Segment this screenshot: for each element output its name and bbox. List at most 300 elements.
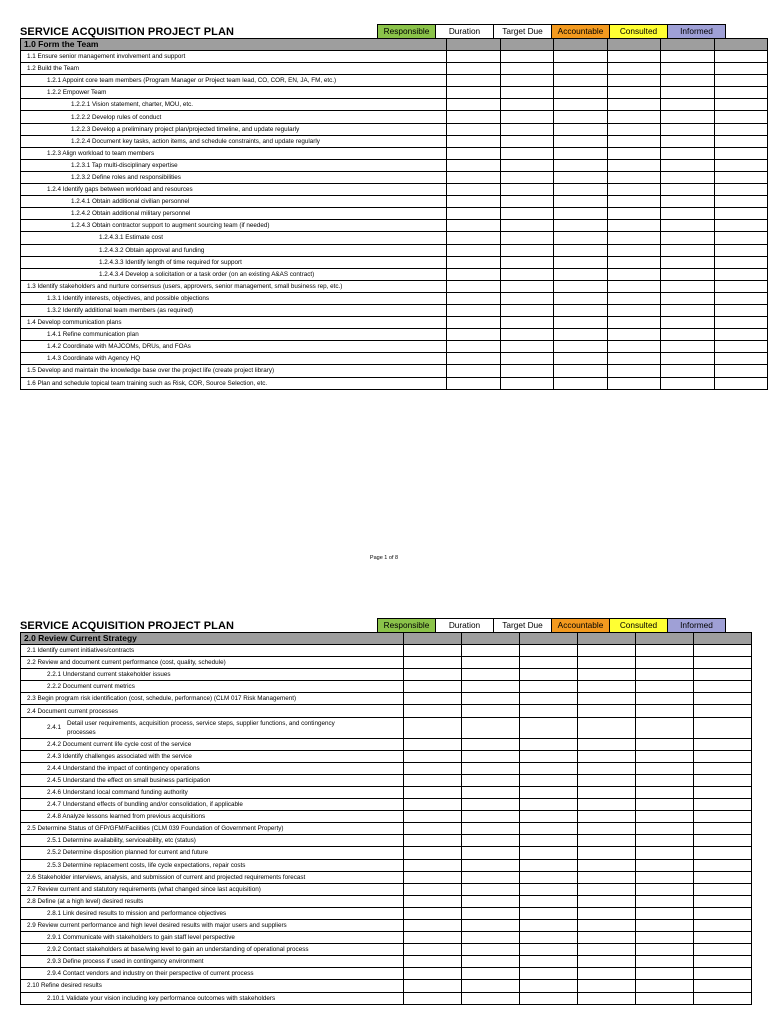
informed-cell[interactable]: [714, 280, 768, 292]
target-due-cell[interactable]: [520, 919, 578, 931]
responsible-cell[interactable]: [447, 220, 500, 232]
responsible-cell[interactable]: [404, 681, 462, 693]
duration-cell[interactable]: [462, 944, 520, 956]
consulted-cell[interactable]: [636, 705, 694, 717]
target-due-cell[interactable]: [520, 645, 578, 657]
informed-cell[interactable]: [694, 799, 752, 811]
duration-cell[interactable]: [500, 196, 553, 208]
consulted-cell[interactable]: [661, 196, 714, 208]
informed-cell[interactable]: [694, 847, 752, 859]
responsible-cell[interactable]: [404, 932, 462, 944]
informed-cell[interactable]: [694, 693, 752, 705]
responsible-cell[interactable]: [404, 750, 462, 762]
duration-cell[interactable]: [500, 99, 553, 111]
target-due-cell[interactable]: [520, 895, 578, 907]
accountable-cell[interactable]: [607, 377, 660, 389]
target-due-cell[interactable]: [520, 980, 578, 992]
target-due-cell[interactable]: [554, 196, 607, 208]
duration-cell[interactable]: [500, 365, 553, 377]
consulted-cell[interactable]: [636, 847, 694, 859]
duration-cell[interactable]: [462, 919, 520, 931]
duration-cell[interactable]: [462, 750, 520, 762]
consulted-cell[interactable]: [661, 75, 714, 87]
responsible-cell[interactable]: [404, 895, 462, 907]
responsible-cell[interactable]: [404, 774, 462, 786]
consulted-cell[interactable]: [661, 329, 714, 341]
accountable-cell[interactable]: [607, 365, 660, 377]
accountable-cell[interactable]: [607, 171, 660, 183]
target-due-cell[interactable]: [520, 738, 578, 750]
responsible-cell[interactable]: [404, 968, 462, 980]
accountable-cell[interactable]: [578, 669, 636, 681]
duration-cell[interactable]: [500, 317, 553, 329]
informed-cell[interactable]: [694, 717, 752, 738]
target-due-cell[interactable]: [554, 280, 607, 292]
accountable-cell[interactable]: [607, 232, 660, 244]
duration-cell[interactable]: [500, 256, 553, 268]
duration-cell[interactable]: [462, 992, 520, 1004]
informed-cell[interactable]: [714, 63, 768, 75]
duration-cell[interactable]: [500, 159, 553, 171]
informed-cell[interactable]: [694, 681, 752, 693]
target-due-cell[interactable]: [520, 717, 578, 738]
target-due-cell[interactable]: [554, 353, 607, 365]
responsible-cell[interactable]: [447, 329, 500, 341]
duration-cell[interactable]: [462, 871, 520, 883]
accountable-cell[interactable]: [578, 956, 636, 968]
informed-cell[interactable]: [714, 353, 768, 365]
target-due-cell[interactable]: [520, 669, 578, 681]
consulted-cell[interactable]: [636, 944, 694, 956]
consulted-cell[interactable]: [661, 111, 714, 123]
responsible-cell[interactable]: [404, 786, 462, 798]
responsible-cell[interactable]: [404, 693, 462, 705]
duration-cell[interactable]: [462, 847, 520, 859]
responsible-cell[interactable]: [447, 111, 500, 123]
responsible-cell[interactable]: [447, 304, 500, 316]
consulted-cell[interactable]: [636, 895, 694, 907]
consulted-cell[interactable]: [636, 992, 694, 1004]
informed-cell[interactable]: [694, 907, 752, 919]
target-due-cell[interactable]: [520, 799, 578, 811]
responsible-cell[interactable]: [404, 823, 462, 835]
consulted-cell[interactable]: [636, 883, 694, 895]
responsible-cell[interactable]: [404, 907, 462, 919]
duration-cell[interactable]: [462, 657, 520, 669]
accountable-cell[interactable]: [578, 968, 636, 980]
informed-cell[interactable]: [694, 992, 752, 1004]
duration-cell[interactable]: [500, 280, 553, 292]
informed-cell[interactable]: [694, 919, 752, 931]
accountable-cell[interactable]: [578, 750, 636, 762]
informed-cell[interactable]: [714, 244, 768, 256]
informed-cell[interactable]: [714, 99, 768, 111]
informed-cell[interactable]: [694, 669, 752, 681]
consulted-cell[interactable]: [636, 669, 694, 681]
duration-cell[interactable]: [462, 823, 520, 835]
responsible-cell[interactable]: [447, 365, 500, 377]
target-due-cell[interactable]: [520, 956, 578, 968]
duration-cell[interactable]: [462, 669, 520, 681]
consulted-cell[interactable]: [661, 256, 714, 268]
responsible-cell[interactable]: [447, 51, 500, 63]
target-due-cell[interactable]: [520, 907, 578, 919]
accountable-cell[interactable]: [578, 883, 636, 895]
target-due-cell[interactable]: [554, 171, 607, 183]
consulted-cell[interactable]: [661, 232, 714, 244]
target-due-cell[interactable]: [554, 244, 607, 256]
duration-cell[interactable]: [500, 147, 553, 159]
duration-cell[interactable]: [500, 111, 553, 123]
responsible-cell[interactable]: [447, 63, 500, 75]
accountable-cell[interactable]: [578, 907, 636, 919]
consulted-cell[interactable]: [636, 859, 694, 871]
responsible-cell[interactable]: [447, 159, 500, 171]
accountable-cell[interactable]: [578, 835, 636, 847]
accountable-cell[interactable]: [578, 717, 636, 738]
duration-cell[interactable]: [500, 292, 553, 304]
informed-cell[interactable]: [694, 883, 752, 895]
responsible-cell[interactable]: [404, 859, 462, 871]
responsible-cell[interactable]: [404, 799, 462, 811]
responsible-cell[interactable]: [404, 992, 462, 1004]
duration-cell[interactable]: [500, 87, 553, 99]
consulted-cell[interactable]: [661, 292, 714, 304]
target-due-cell[interactable]: [520, 847, 578, 859]
target-due-cell[interactable]: [554, 135, 607, 147]
consulted-cell[interactable]: [661, 280, 714, 292]
consulted-cell[interactable]: [636, 774, 694, 786]
target-due-cell[interactable]: [520, 883, 578, 895]
consulted-cell[interactable]: [661, 365, 714, 377]
duration-cell[interactable]: [462, 968, 520, 980]
target-due-cell[interactable]: [554, 220, 607, 232]
consulted-cell[interactable]: [636, 932, 694, 944]
informed-cell[interactable]: [694, 859, 752, 871]
consulted-cell[interactable]: [661, 220, 714, 232]
target-due-cell[interactable]: [554, 63, 607, 75]
informed-cell[interactable]: [694, 956, 752, 968]
duration-cell[interactable]: [500, 244, 553, 256]
informed-cell[interactable]: [714, 171, 768, 183]
responsible-cell[interactable]: [404, 883, 462, 895]
consulted-cell[interactable]: [636, 835, 694, 847]
duration-cell[interactable]: [500, 353, 553, 365]
responsible-cell[interactable]: [447, 99, 500, 111]
accountable-cell[interactable]: [578, 705, 636, 717]
informed-cell[interactable]: [714, 87, 768, 99]
target-due-cell[interactable]: [554, 256, 607, 268]
responsible-cell[interactable]: [404, 980, 462, 992]
accountable-cell[interactable]: [607, 87, 660, 99]
consulted-cell[interactable]: [661, 171, 714, 183]
informed-cell[interactable]: [694, 750, 752, 762]
accountable-cell[interactable]: [578, 859, 636, 871]
accountable-cell[interactable]: [578, 799, 636, 811]
responsible-cell[interactable]: [447, 123, 500, 135]
accountable-cell[interactable]: [607, 304, 660, 316]
target-due-cell[interactable]: [520, 835, 578, 847]
duration-cell[interactable]: [462, 681, 520, 693]
target-due-cell[interactable]: [554, 159, 607, 171]
consulted-cell[interactable]: [636, 681, 694, 693]
consulted-cell[interactable]: [636, 956, 694, 968]
informed-cell[interactable]: [694, 786, 752, 798]
duration-cell[interactable]: [462, 883, 520, 895]
consulted-cell[interactable]: [661, 51, 714, 63]
informed-cell[interactable]: [714, 147, 768, 159]
accountable-cell[interactable]: [607, 51, 660, 63]
responsible-cell[interactable]: [404, 657, 462, 669]
accountable-cell[interactable]: [607, 220, 660, 232]
accountable-cell[interactable]: [578, 645, 636, 657]
responsible-cell[interactable]: [404, 738, 462, 750]
responsible-cell[interactable]: [447, 87, 500, 99]
target-due-cell[interactable]: [520, 968, 578, 980]
target-due-cell[interactable]: [554, 304, 607, 316]
responsible-cell[interactable]: [404, 847, 462, 859]
target-due-cell[interactable]: [554, 317, 607, 329]
accountable-cell[interactable]: [578, 774, 636, 786]
responsible-cell[interactable]: [404, 835, 462, 847]
informed-cell[interactable]: [694, 944, 752, 956]
informed-cell[interactable]: [694, 980, 752, 992]
responsible-cell[interactable]: [447, 135, 500, 147]
informed-cell[interactable]: [714, 256, 768, 268]
target-due-cell[interactable]: [554, 87, 607, 99]
target-due-cell[interactable]: [520, 693, 578, 705]
target-due-cell[interactable]: [554, 123, 607, 135]
accountable-cell[interactable]: [607, 329, 660, 341]
accountable-cell[interactable]: [607, 63, 660, 75]
target-due-cell[interactable]: [520, 823, 578, 835]
accountable-cell[interactable]: [607, 159, 660, 171]
accountable-cell[interactable]: [607, 75, 660, 87]
accountable-cell[interactable]: [607, 317, 660, 329]
target-due-cell[interactable]: [554, 292, 607, 304]
target-due-cell[interactable]: [520, 786, 578, 798]
consulted-cell[interactable]: [636, 657, 694, 669]
duration-cell[interactable]: [500, 220, 553, 232]
target-due-cell[interactable]: [520, 932, 578, 944]
consulted-cell[interactable]: [636, 823, 694, 835]
responsible-cell[interactable]: [447, 317, 500, 329]
duration-cell[interactable]: [462, 645, 520, 657]
duration-cell[interactable]: [462, 738, 520, 750]
accountable-cell[interactable]: [607, 184, 660, 196]
consulted-cell[interactable]: [661, 147, 714, 159]
responsible-cell[interactable]: [447, 377, 500, 389]
informed-cell[interactable]: [694, 705, 752, 717]
duration-cell[interactable]: [462, 705, 520, 717]
responsible-cell[interactable]: [447, 184, 500, 196]
consulted-cell[interactable]: [661, 377, 714, 389]
accountable-cell[interactable]: [578, 919, 636, 931]
duration-cell[interactable]: [500, 135, 553, 147]
responsible-cell[interactable]: [404, 811, 462, 823]
duration-cell[interactable]: [500, 329, 553, 341]
consulted-cell[interactable]: [661, 268, 714, 280]
consulted-cell[interactable]: [636, 919, 694, 931]
duration-cell[interactable]: [462, 859, 520, 871]
target-due-cell[interactable]: [554, 365, 607, 377]
responsible-cell[interactable]: [404, 705, 462, 717]
responsible-cell[interactable]: [404, 762, 462, 774]
informed-cell[interactable]: [694, 738, 752, 750]
accountable-cell[interactable]: [578, 992, 636, 1004]
informed-cell[interactable]: [714, 196, 768, 208]
accountable-cell[interactable]: [578, 657, 636, 669]
accountable-cell[interactable]: [607, 280, 660, 292]
responsible-cell[interactable]: [404, 669, 462, 681]
consulted-cell[interactable]: [636, 750, 694, 762]
responsible-cell[interactable]: [404, 645, 462, 657]
accountable-cell[interactable]: [607, 256, 660, 268]
responsible-cell[interactable]: [447, 341, 500, 353]
target-due-cell[interactable]: [554, 147, 607, 159]
informed-cell[interactable]: [714, 341, 768, 353]
consulted-cell[interactable]: [661, 184, 714, 196]
duration-cell[interactable]: [462, 762, 520, 774]
duration-cell[interactable]: [462, 895, 520, 907]
target-due-cell[interactable]: [520, 992, 578, 1004]
target-due-cell[interactable]: [554, 268, 607, 280]
target-due-cell[interactable]: [520, 774, 578, 786]
responsible-cell[interactable]: [447, 196, 500, 208]
consulted-cell[interactable]: [636, 811, 694, 823]
duration-cell[interactable]: [500, 304, 553, 316]
accountable-cell[interactable]: [607, 123, 660, 135]
consulted-cell[interactable]: [636, 786, 694, 798]
accountable-cell[interactable]: [607, 99, 660, 111]
consulted-cell[interactable]: [661, 244, 714, 256]
duration-cell[interactable]: [462, 693, 520, 705]
target-due-cell[interactable]: [554, 341, 607, 353]
duration-cell[interactable]: [462, 717, 520, 738]
consulted-cell[interactable]: [661, 123, 714, 135]
duration-cell[interactable]: [500, 171, 553, 183]
informed-cell[interactable]: [694, 835, 752, 847]
accountable-cell[interactable]: [607, 196, 660, 208]
consulted-cell[interactable]: [636, 799, 694, 811]
responsible-cell[interactable]: [447, 292, 500, 304]
target-due-cell[interactable]: [520, 762, 578, 774]
responsible-cell[interactable]: [404, 956, 462, 968]
responsible-cell[interactable]: [404, 919, 462, 931]
informed-cell[interactable]: [714, 317, 768, 329]
informed-cell[interactable]: [714, 51, 768, 63]
accountable-cell[interactable]: [607, 268, 660, 280]
responsible-cell[interactable]: [447, 171, 500, 183]
duration-cell[interactable]: [500, 341, 553, 353]
informed-cell[interactable]: [694, 895, 752, 907]
consulted-cell[interactable]: [661, 63, 714, 75]
responsible-cell[interactable]: [447, 232, 500, 244]
accountable-cell[interactable]: [607, 135, 660, 147]
target-due-cell[interactable]: [520, 750, 578, 762]
informed-cell[interactable]: [694, 823, 752, 835]
responsible-cell[interactable]: [447, 353, 500, 365]
target-due-cell[interactable]: [554, 111, 607, 123]
consulted-cell[interactable]: [636, 645, 694, 657]
consulted-cell[interactable]: [661, 304, 714, 316]
consulted-cell[interactable]: [661, 159, 714, 171]
responsible-cell[interactable]: [447, 208, 500, 220]
informed-cell[interactable]: [694, 968, 752, 980]
duration-cell[interactable]: [500, 232, 553, 244]
accountable-cell[interactable]: [578, 738, 636, 750]
consulted-cell[interactable]: [661, 87, 714, 99]
accountable-cell[interactable]: [578, 847, 636, 859]
accountable-cell[interactable]: [578, 932, 636, 944]
duration-cell[interactable]: [462, 907, 520, 919]
informed-cell[interactable]: [714, 232, 768, 244]
accountable-cell[interactable]: [607, 208, 660, 220]
consulted-cell[interactable]: [636, 762, 694, 774]
accountable-cell[interactable]: [578, 681, 636, 693]
consulted-cell[interactable]: [661, 317, 714, 329]
target-due-cell[interactable]: [520, 681, 578, 693]
accountable-cell[interactable]: [607, 147, 660, 159]
duration-cell[interactable]: [462, 799, 520, 811]
informed-cell[interactable]: [714, 111, 768, 123]
accountable-cell[interactable]: [578, 980, 636, 992]
responsible-cell[interactable]: [447, 244, 500, 256]
duration-cell[interactable]: [500, 75, 553, 87]
informed-cell[interactable]: [714, 377, 768, 389]
accountable-cell[interactable]: [607, 244, 660, 256]
consulted-cell[interactable]: [661, 135, 714, 147]
duration-cell[interactable]: [462, 956, 520, 968]
accountable-cell[interactable]: [578, 944, 636, 956]
informed-cell[interactable]: [714, 329, 768, 341]
responsible-cell[interactable]: [404, 717, 462, 738]
informed-cell[interactable]: [714, 159, 768, 171]
accountable-cell[interactable]: [607, 292, 660, 304]
responsible-cell[interactable]: [447, 268, 500, 280]
accountable-cell[interactable]: [607, 341, 660, 353]
target-due-cell[interactable]: [520, 871, 578, 883]
accountable-cell[interactable]: [607, 111, 660, 123]
accountable-cell[interactable]: [578, 786, 636, 798]
consulted-cell[interactable]: [636, 907, 694, 919]
target-due-cell[interactable]: [554, 75, 607, 87]
accountable-cell[interactable]: [578, 823, 636, 835]
target-due-cell[interactable]: [554, 184, 607, 196]
responsible-cell[interactable]: [447, 147, 500, 159]
consulted-cell[interactable]: [636, 738, 694, 750]
responsible-cell[interactable]: [447, 75, 500, 87]
informed-cell[interactable]: [694, 657, 752, 669]
duration-cell[interactable]: [500, 123, 553, 135]
target-due-cell[interactable]: [520, 657, 578, 669]
consulted-cell[interactable]: [636, 717, 694, 738]
responsible-cell[interactable]: [447, 256, 500, 268]
accountable-cell[interactable]: [578, 811, 636, 823]
consulted-cell[interactable]: [661, 208, 714, 220]
informed-cell[interactable]: [714, 184, 768, 196]
duration-cell[interactable]: [500, 268, 553, 280]
duration-cell[interactable]: [462, 932, 520, 944]
duration-cell[interactable]: [500, 51, 553, 63]
informed-cell[interactable]: [714, 135, 768, 147]
duration-cell[interactable]: [500, 63, 553, 75]
target-due-cell[interactable]: [520, 705, 578, 717]
duration-cell[interactable]: [500, 184, 553, 196]
responsible-cell[interactable]: [404, 871, 462, 883]
responsible-cell[interactable]: [404, 944, 462, 956]
accountable-cell[interactable]: [607, 353, 660, 365]
